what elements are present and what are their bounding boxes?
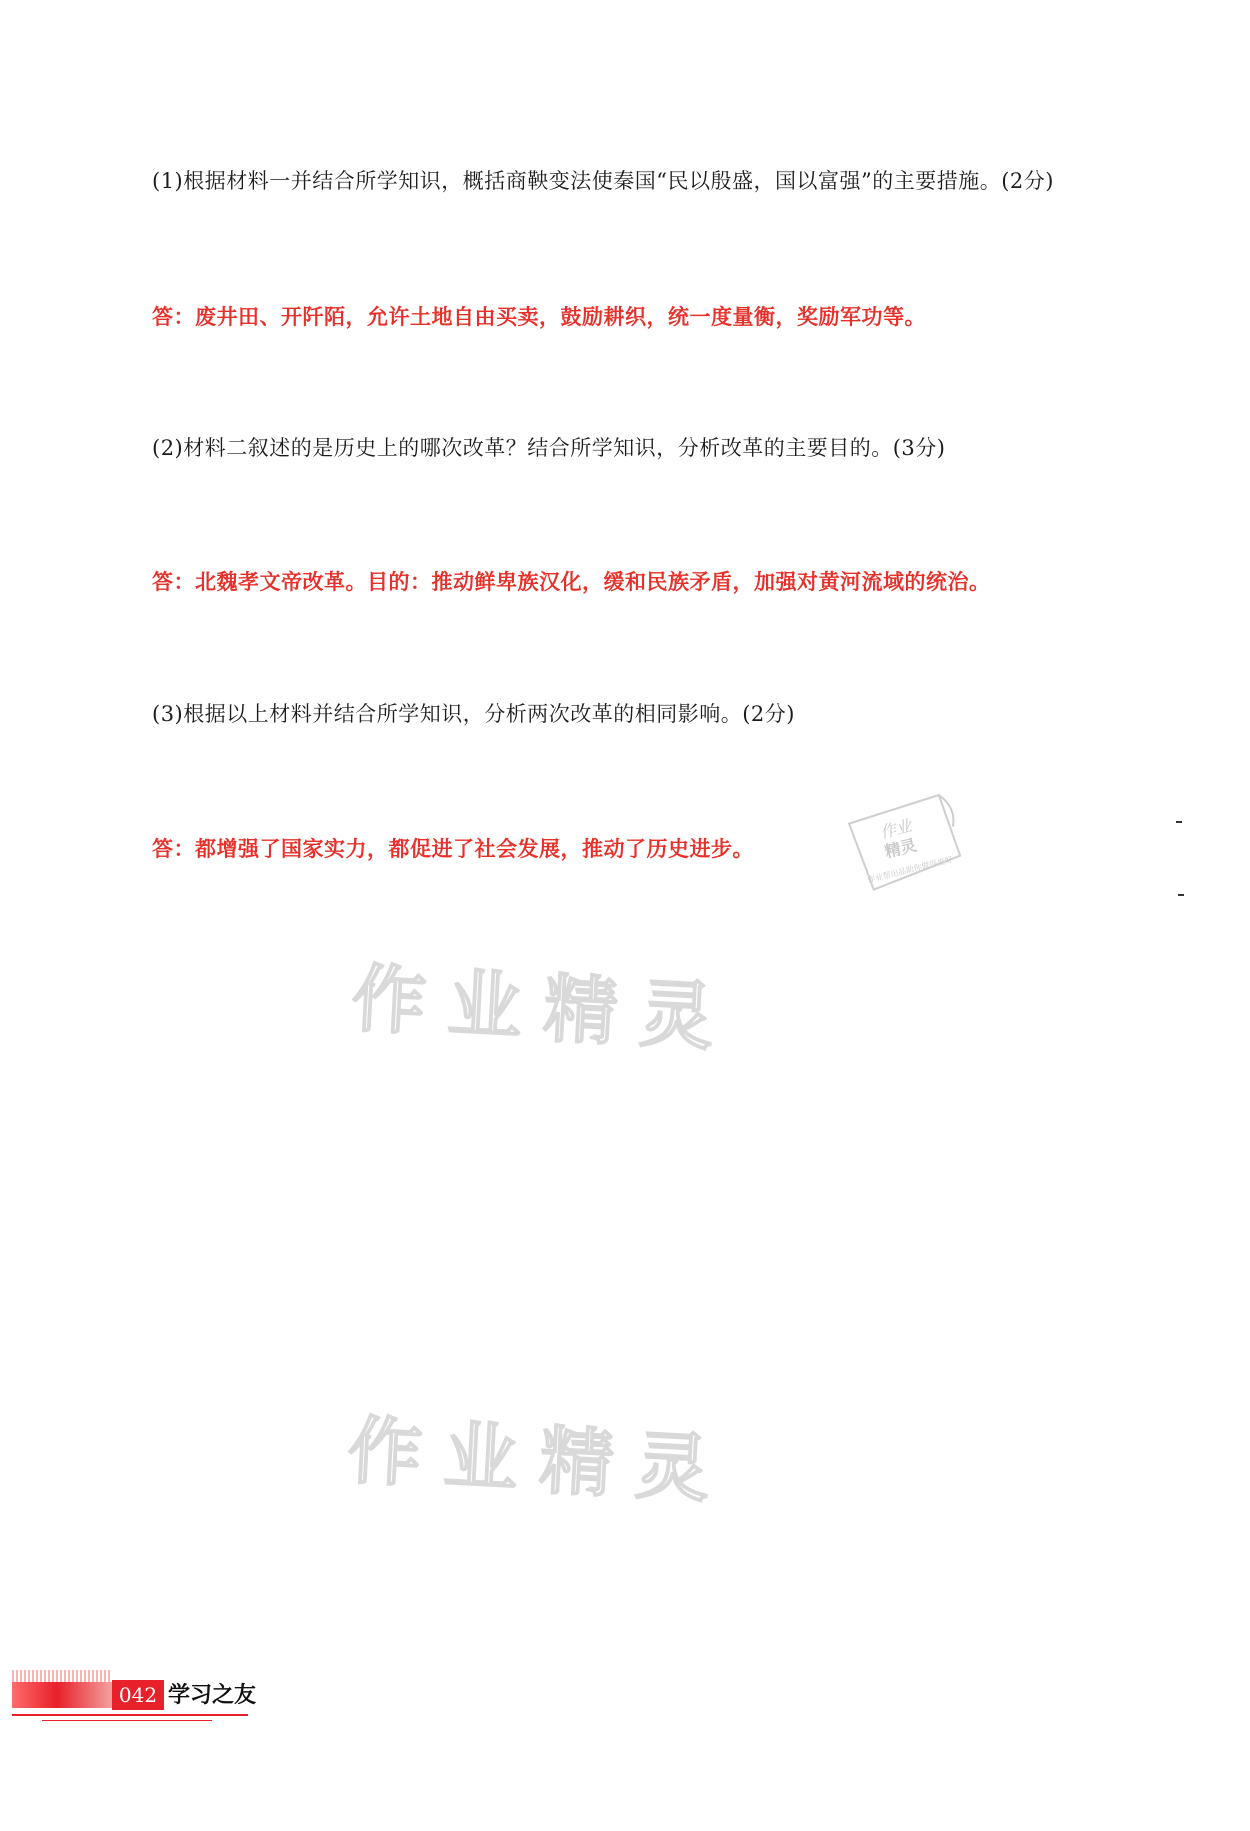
question-3-answer: 答：都增强了国家实力，都促进了社会发展，推动了历史进步。 xyxy=(152,836,754,861)
footer-red-bar xyxy=(12,1682,112,1708)
question-1-prompt: (1)根据材料一并结合所学知识，概括商鞅变法使秦国“民以殷盛，国以富强”的主要措施。(2分) xyxy=(152,169,1054,193)
watermark-text-2: 作业精灵 xyxy=(345,1408,734,1514)
question-2-prompt: (2)材料二叙述的是历史上的哪次改革？结合所学知识，分析改革的主要目的。(3分) xyxy=(152,436,946,460)
question-1-answer: 答：废井田、开阡陌，允许土地自由买卖，鼓励耕织，统一度量衡，奖励军功等。 xyxy=(152,304,926,329)
stamp-line-2: 精灵 xyxy=(882,835,919,862)
stamp-line-3: 作业帮出品助你做得更好 xyxy=(866,854,954,885)
edge-mark-1 xyxy=(1176,821,1182,823)
footer-underline-2 xyxy=(42,1720,212,1721)
stamp-line-1: 作业 xyxy=(877,815,914,843)
edge-mark-2 xyxy=(1178,894,1184,896)
footer-underline-1 xyxy=(12,1714,248,1716)
question-3-prompt: (3)根据以上材料并结合所学知识，分析两次改革的相同影响。(2分) xyxy=(152,702,795,726)
page-number: 042 xyxy=(112,1680,164,1710)
watermark-stamp xyxy=(838,790,978,900)
book-title: 学习之友 xyxy=(168,1682,257,1708)
footer-hatch-decoration xyxy=(12,1670,112,1682)
watermark-text-1: 作业精灵 xyxy=(349,956,738,1062)
question-2-answer: 答：北魏孝文帝改革。目的：推动鲜卑族汉化，缓和民族矛盾，加强对黄河流域的统治。 xyxy=(152,569,991,594)
page-footer xyxy=(12,1668,257,1728)
